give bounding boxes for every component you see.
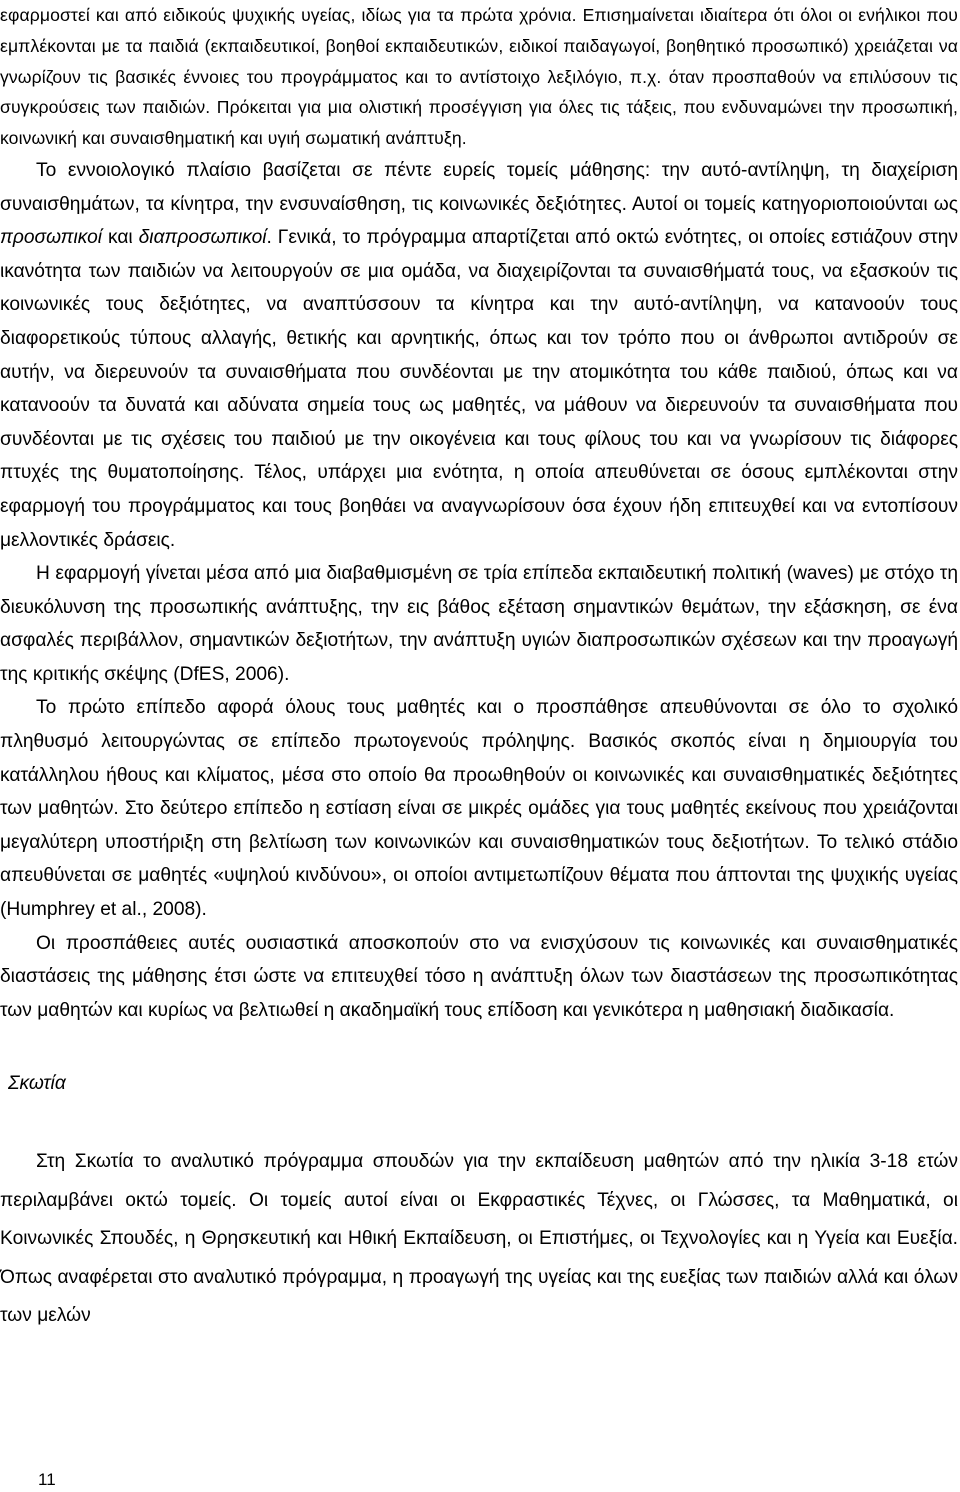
paragraph-text: . Γενικά, το πρόγραμμα απαρτίζεται από οκτώ ενότητες, οι οποίες εστιάζουν στην ικανότητα των παιδιών να λειτουργούν σε μια ομάδα, να διαχειρίζονται τα συναισθήματά τους, να εξασκούν τις κοινωνικές τους δεξιότητες, να αναπτύσσουν τα κίνητρα και την αυτό-αντίληψη, να κατανοούν τους διαφορετικούς τύπους αλλαγής, θετικής και αρνητικής, όπως και τον τρόπο που οι άνθρωποι αντιδρούν σε αυτήν, να διερευνούν τα συναισθήματα που συνδέονται με την ατομικότητα του κάθε παιδιού, όπως και να κατανοούν τα δυνατά και αδύνατα σημεία τους ως μαθητές, να μάθουν να διερευνούν τα συναισθήματα που συνδέονται με τις σχέσεις του παιδιού με την οικογένεια και τους φίλους του και να γνωρίσουν τις διάφορες πτυχές της θυματοποίησης. Τέλος, υπάρχει μια ενότητα, η οποία απευθύνεται σε όσους εμπλέκονται στην εφαρμογή του προγράμματος και τους βοηθάει να αναγνωρίσουν όσα έχουν ήδη επιτευχθεί και να εντοπίσουν μελλοντικές δράσεις. — [0, 227, 958, 551]
paragraph-text: και — [102, 227, 139, 249]
emphasis-interpersonal: διαπροσωπικοί — [138, 227, 267, 249]
paragraph-implementation-waves: Η εφαρμογή γίνεται μέσα από μια διαβαθμισμένη σε τρία επίπεδα εκπαιδευτική πολιτική (waves) με στόχο τη διευκόλυνση της προσωπικής ανάπτυξης, την εις βάθος εξέταση σημαντικών θεμάτων, την εξάσκηση, σε ένα ασφαλές περιβάλλον, σημαντικών δεξιοτήτων, την ανάπτυξη υγιών διαπροσωπικών σχέσεων και την προαγωγή της κριτικής σκέψης (DfES, 2006). — [0, 563, 958, 685]
section-heading-scotland: Σκωτία — [8, 1073, 66, 1095]
paragraph-scotland: Στη Σκωτία το αναλυτικό πρόγραμμα σπουδών για την εκπαίδευση μαθητών από την ηλικία 3-18 ετών περιλαμβάνει οκτώ τομείς. Οι τομείς αυτοί είναι οι Εκφραστικές Τέχνες, οι Γλώσσες, τα Μαθηματικά, οι Κοινωνικές Σπουδές, η Θρησκευτική και Ηθική Εκπαίδευση, οι Επιστήμες, οι Τεχνολογίες και η Υγεία και Ευεξία. Όπως αναφέρεται στο αναλυτικό πρόγραμμα, η προαγωγή της υγείας και της ευεξίας των παιδιών αλλά και όλων των μελών — [0, 1151, 958, 1327]
paragraph-efforts: Οι προσπάθειες αυτές ουσιαστικά αποσκοπούν στο να ενισχύσουν τις κοινωνικές και συναισθηματικές διαστάσεις της μάθησης έτσι ώστε να επιτευχθεί τόσο η ανάπτυξη όλων των διαστάσεων της προσωπικότητας των μαθητών και κυρίως να βελτιωθεί η ακαδημαϊκή τους επίδοση και γενικότερα η μαθησιακή διαδικασία. — [0, 932, 958, 1021]
emphasis-personal: προσωπικοί — [0, 227, 103, 249]
paragraph-continuation: εφαρμοστεί και από ειδικούς ψυχικής υγείας, ιδίως για τα πρώτα χρόνια. Επισημαίνεται ιδιαίτερα ότι όλοι οι ενήλικοι που εμπλέκονται με τα παιδιά (εκπαιδευτικοί, βοηθοί εκπαιδευτικών, ειδικοί παιδαγωγοί, βοηθητικό προσωπικό) χρειάζεται να γνωρίζουν τις βασικές έννοιες του προγράμματος και το αντίστοιχο λεξιλόγιο, π.χ. όταν προσπαθούν να επιλύσουν τις συγκρούσεις των παιδιών. Πρόκειται για μια ολιστική προσέγγιση για όλες τις τάξεις, που ενδυναμώνει την προσωπική, κοινωνική και συναισθηματική και υγιή σωματική ανάπτυξη. — [0, 5, 958, 149]
paragraph-text: Το εννοιολογικό πλαίσιο βασίζεται σε πέντε ευρείς τομείς μάθησης: την αυτό-αντίληψη, τη διαχείριση συναισθημάτων, τα κίνητρα, την ενσυναίσθηση, τις κοινωνικές δεξιότητες. Αυτοί οι τομείς κατηγοριοποιούνται ως — [0, 159, 958, 215]
paragraph-conceptual-framework — [0, 154, 958, 557]
paragraph-first-level: Το πρώτο επίπεδο αφορά όλους τους μαθητές και ο προσπάθησε απευθύνονται σε όλο το σχολικό πληθυσμό λειτουργώντας σε επίπεδο πρωτογενούς πρόληψης. Βασικός σκοπός είναι η δημιουργία του κατάλληλου ήθους και κλίματος, μέσα στο οποίο θα προωθηθούν οι κοινωνικές και συναισθηματικές δεξιότητες των μαθητών. Στο δεύτερο επίπεδο η εστίαση είναι σε μικρές ομάδες για τους μαθητές εκείνους που χρειάζονται μεγαλύτερη υποστήριξη στη βελτίωση των κοινωνικών και συναισθηματικών τους δεξιοτήτων. Το τελικό στάδιο απευθύνεται σε μαθητές «υψηλού κινδύνου», οι οποίοι αντιμετωπίζουν θέματα που άπτονται της ψυχικής υγείας (Humphrey et al., 2008). — [0, 697, 958, 921]
page-number: 11 — [38, 1470, 56, 1489]
